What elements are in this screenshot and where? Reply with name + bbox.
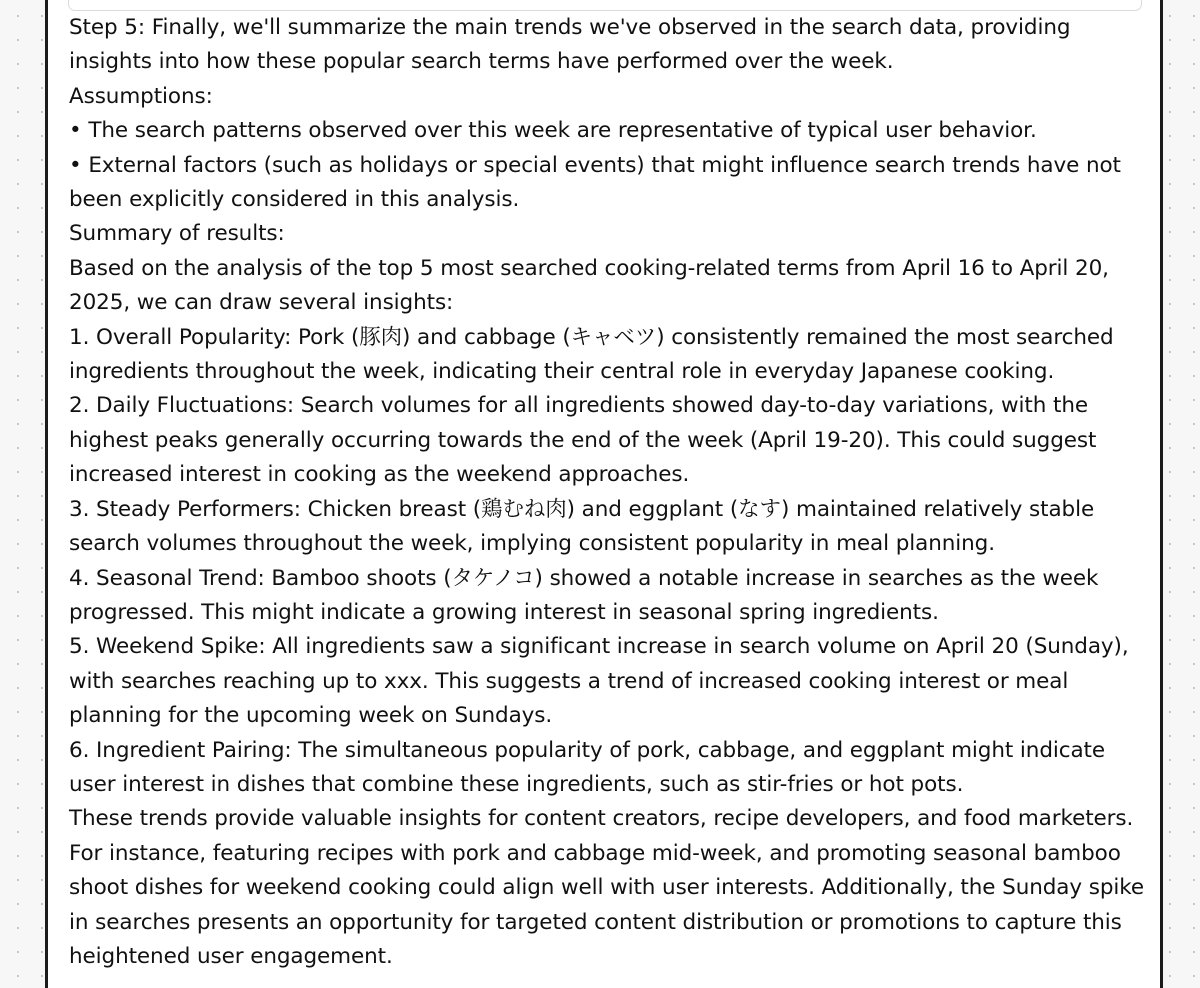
insight-item	[69, 389, 1149, 492]
text-line: been explicitly considered in this analysis.	[69, 187, 520, 213]
text-line: 3. Steady Performers: Chicken breast (鶏むね肉) and eggplant (なす) maintained relatively stable	[69, 496, 1095, 522]
text-line: Step 5: Finally, we'll summarize the main trends we've observed in the search data, providing	[69, 15, 1071, 40]
text-line: 5. Weekend Spike: All ingredients saw a significant increase in search volume on April 20 (Sunday),	[69, 634, 1129, 660]
insight-item	[69, 562, 1149, 631]
insight-item	[69, 321, 1149, 390]
text-line: insights into how these popular search terms have performed over the week.	[69, 49, 894, 75]
text-line: • The search patterns observed over this week are representative of typical user behavior.	[69, 118, 1037, 144]
text-line: progressed. This might indicate a growing interest in seasonal spring ingredients.	[69, 599, 939, 625]
text-line: planning for the upcoming week on Sundays.	[69, 703, 553, 729]
report-panel	[45, 0, 1163, 988]
text-line: 2. Daily Fluctuations: Search volumes for all ingredients showed day-to-day variations, with the	[69, 393, 1088, 419]
text-line: with searches reaching up to xxx. This suggests a trend of increased cooking interest or meal	[69, 668, 1069, 694]
insight-item	[69, 734, 1149, 803]
assumption-item	[69, 114, 1149, 148]
text-line: 2025, we can draw several insights:	[69, 290, 454, 316]
summary-heading: Summary of results:	[69, 221, 285, 247]
text-line: search volumes throughout the week, implying consistent popularity in meal planning.	[69, 531, 995, 557]
assumptions-heading: Assumptions:	[69, 83, 213, 109]
step5-paragraph	[69, 11, 1149, 80]
report-content	[69, 11, 1149, 974]
text-line: 1. Overall Popularity: Pork (豚肉) and cabbage (キャベツ) consistently remained the most searched	[69, 324, 1114, 350]
text-line: increased interest in cooking as the weekend approaches.	[69, 462, 690, 488]
text-line: user interest in dishes that combine these ingredients, such as stir-fries or hot pots.	[69, 771, 964, 797]
text-line: For instance, featuring recipes with pork and cabbage mid-week, and promoting seasonal bamboo	[69, 840, 1121, 866]
text-line: ingredients throughout the week, indicating their central role in everyday Japanese cooking.	[69, 359, 1055, 385]
summary-intro	[69, 252, 1149, 321]
text-line: • External factors (such as holidays or special events) that might influence search trends have not	[69, 152, 1121, 178]
text-line: heightened user engagement.	[69, 943, 393, 969]
text-line: shoot dishes for weekend cooking could align well with user interests. Additionally, the Sunday spike	[69, 875, 1144, 901]
top-input-edge[interactable]	[68, 0, 1142, 11]
text-line: in searches presents an opportunity for targeted content distribution or promotions to capture this	[69, 909, 1122, 935]
text-line: 6. Ingredient Pairing: The simultaneous popularity of pork, cabbage, and eggplant might indicate	[69, 737, 1105, 763]
conclusion-paragraph	[69, 802, 1149, 974]
assumption-item	[69, 149, 1149, 218]
text-line: Based on the analysis of the top 5 most searched cooking-related terms from April 16 to April 20,	[69, 255, 1109, 281]
text-line: These trends provide valuable insights for content creators, recipe developers, and food marketers.	[69, 806, 1134, 832]
insight-item	[69, 493, 1149, 562]
text-line: highest peaks generally occurring towards the end of the week (April 19-20). This could suggest	[69, 427, 1097, 453]
text-line: 4. Seasonal Trend: Bamboo shoots (タケノコ) showed a notable increase in searches as the week	[69, 565, 1099, 591]
insight-item	[69, 630, 1149, 733]
